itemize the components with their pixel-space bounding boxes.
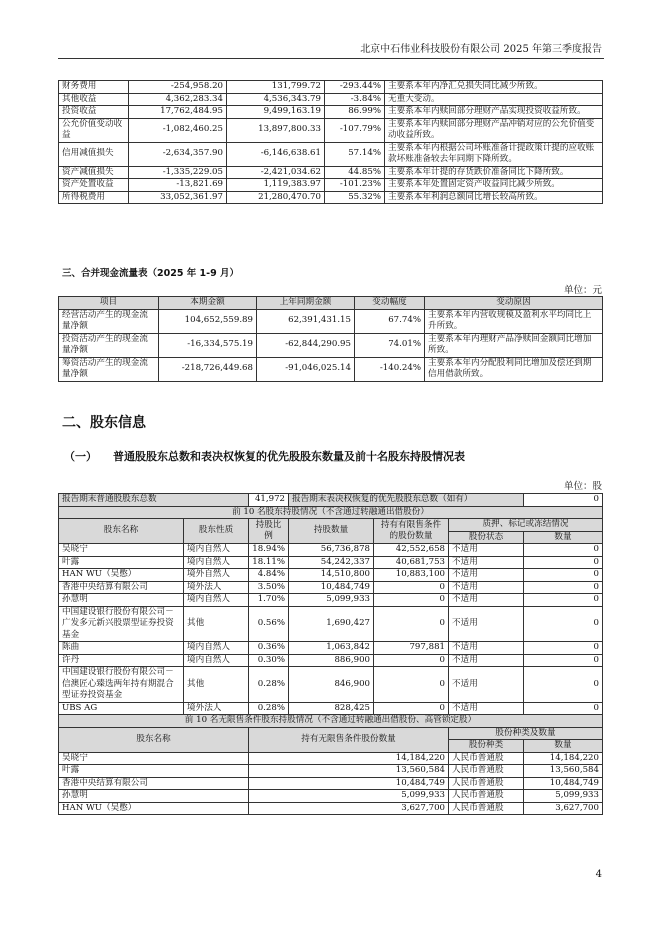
table-row bbox=[59, 179, 603, 192]
col-share-type: 股份种类及数量 bbox=[449, 727, 603, 740]
table-cell: 1,690,427 bbox=[289, 606, 374, 642]
table-row bbox=[59, 667, 603, 703]
table-cell: -2,634,357.90 bbox=[129, 142, 227, 166]
table-cell: 不适用 bbox=[449, 594, 524, 607]
table-cell: HAN WU（吴憋） bbox=[59, 802, 249, 815]
table-cell: 陈曲 bbox=[59, 642, 184, 655]
shareholder-unit: 单位：股 bbox=[563, 481, 602, 492]
table-cell: 主要系本年内理财产品净赎回金额同比增加所致。 bbox=[425, 333, 603, 357]
table-cell: 所得税费用 bbox=[59, 191, 129, 204]
col-holding-pct: 持股比例 bbox=[249, 519, 289, 544]
table-cell: 10,883,100 bbox=[374, 569, 449, 582]
table-cell: 0 bbox=[374, 667, 449, 703]
table-cell: -140.24% bbox=[355, 357, 425, 381]
unrestricted-title: 前 10 名无限售条件股东持股情况（不含通过转融通出借股份、高管锁定股） bbox=[59, 715, 603, 728]
column-header: 上年同期金额 bbox=[257, 297, 355, 310]
column-header: 项目 bbox=[59, 297, 159, 310]
table-cell: 其他 bbox=[184, 667, 249, 703]
table-row bbox=[59, 357, 603, 381]
table-cell: -62,844,290.95 bbox=[257, 333, 355, 357]
table-cell: 孙慧明 bbox=[59, 790, 249, 803]
table-row bbox=[59, 142, 603, 166]
table-cell: 境外法人 bbox=[184, 581, 249, 594]
table-cell: 18.11% bbox=[249, 556, 289, 569]
table-cell: UBS AG bbox=[59, 702, 184, 715]
col-pledge-status: 质押、标记或冻结情况 bbox=[449, 519, 603, 532]
table-cell: -218,726,449.68 bbox=[159, 357, 257, 381]
table-cell: 0.30% bbox=[249, 654, 289, 667]
table-cell: 33,052,361.97 bbox=[129, 191, 227, 204]
table-cell: -91,046,025.14 bbox=[257, 357, 355, 381]
table-cell: 主要系本年利润总额同比增长较高所致。 bbox=[385, 191, 603, 204]
table-row bbox=[59, 309, 603, 333]
pref-holders-value: 0 bbox=[524, 494, 603, 507]
table-cell: 0 bbox=[374, 654, 449, 667]
col-share-status: 股份状态 bbox=[449, 531, 524, 544]
table-cell: 境内自然人 bbox=[184, 594, 249, 607]
table-row bbox=[59, 544, 603, 557]
table-cell: 人民币普通股 bbox=[449, 752, 524, 765]
table-cell: 13,560,584 bbox=[249, 765, 449, 778]
col-share-kind: 股份种类 bbox=[449, 740, 524, 753]
table-row bbox=[59, 569, 603, 582]
table-cell: 人民币普通股 bbox=[449, 765, 524, 778]
table-cell: 叶露 bbox=[59, 765, 249, 778]
table-cell: 104,652,559.89 bbox=[159, 309, 257, 333]
table-cell: 3,627,700 bbox=[524, 802, 603, 815]
table-cell: 中国建设银行股份有限公司－信澳匠心臻选两年持有期混合型证券投资基金 bbox=[59, 667, 184, 703]
col-share-num: 数量 bbox=[524, 740, 603, 753]
table-cell: -2,421,034.62 bbox=[227, 166, 325, 179]
pref-holders-label: 报告期末表决权恢复的优先股股东总数（如有） bbox=[289, 494, 524, 507]
table-cell: 不适用 bbox=[449, 642, 524, 655]
profit-change-table bbox=[58, 80, 603, 204]
table-cell: 1,063,842 bbox=[289, 642, 374, 655]
table-cell: 4.84% bbox=[249, 569, 289, 582]
table-cell: -101.23% bbox=[325, 179, 385, 192]
col-unres-name: 股东名称 bbox=[59, 727, 249, 752]
table-cell: 投资收益 bbox=[59, 106, 129, 119]
table-cell: 0 bbox=[524, 667, 603, 703]
subsection-number: （一） bbox=[64, 450, 97, 463]
table-cell: 846,900 bbox=[289, 667, 374, 703]
table-cell: 13,897,800.33 bbox=[227, 118, 325, 142]
shareholder-table bbox=[58, 493, 603, 815]
page-number: 4 bbox=[595, 869, 602, 880]
table-cell: 香港中央结算有限公司 bbox=[59, 581, 184, 594]
table-cell: 0 bbox=[524, 594, 603, 607]
table-cell: 主要系本年内营收规模及盈利水平均同比上升所致。 bbox=[425, 309, 603, 333]
table-cell: 人民币普通股 bbox=[449, 802, 524, 815]
table-cell: 经营活动产生的现金流量净额 bbox=[59, 309, 159, 333]
table-cell: 3.50% bbox=[249, 581, 289, 594]
table-cell: 0 bbox=[374, 594, 449, 607]
table-cell: 主要系本年内净汇兑损失同比减少所致。 bbox=[385, 81, 603, 94]
table-cell: 吴晓宁 bbox=[59, 544, 184, 557]
table-cell: 0 bbox=[524, 581, 603, 594]
table-cell: 4,362,283.34 bbox=[129, 93, 227, 106]
table-cell: 许丹 bbox=[59, 654, 184, 667]
table-row bbox=[59, 777, 603, 790]
table-cell: 公允价值变动收益 bbox=[59, 118, 129, 142]
table-cell: 18.94% bbox=[249, 544, 289, 557]
table-cell: -13,821.69 bbox=[129, 179, 227, 192]
table-row bbox=[59, 702, 603, 715]
table-cell: 42,552,658 bbox=[374, 544, 449, 557]
table-cell: 0 bbox=[374, 702, 449, 715]
table-cell: 828,425 bbox=[289, 702, 374, 715]
table-cell: 5,099,933 bbox=[289, 594, 374, 607]
table-cell: 主要系本年处置固定资产收益同比减少所致。 bbox=[385, 179, 603, 192]
table-cell: 不适用 bbox=[449, 702, 524, 715]
table-cell: -1,082,460.25 bbox=[129, 118, 227, 142]
table-cell: 0 bbox=[374, 581, 449, 594]
table-cell: 55.32% bbox=[325, 191, 385, 204]
cashflow-unit: 单位：元 bbox=[563, 285, 602, 296]
table-cell: 17,762,484.95 bbox=[129, 106, 227, 119]
table-row bbox=[59, 594, 603, 607]
table-cell: 吴晓宁 bbox=[59, 752, 249, 765]
table-cell: 不适用 bbox=[449, 667, 524, 703]
table-row bbox=[59, 556, 603, 569]
table-cell: 资产减值损失 bbox=[59, 166, 129, 179]
table-cell: 境外自然人 bbox=[184, 569, 249, 582]
table-row bbox=[59, 765, 603, 778]
table-cell: 1.70% bbox=[249, 594, 289, 607]
table-row bbox=[59, 581, 603, 594]
table-cell: 10,484,749 bbox=[249, 777, 449, 790]
table-row bbox=[59, 166, 603, 179]
shareholder-subsection-title bbox=[64, 448, 481, 464]
table-cell: 0.28% bbox=[249, 667, 289, 703]
table-row bbox=[59, 606, 603, 642]
table-cell: -6,146,638.61 bbox=[227, 142, 325, 166]
table-cell: 797,881 bbox=[374, 642, 449, 655]
table-cell: 境内自然人 bbox=[184, 654, 249, 667]
table-cell: 10,484,749 bbox=[524, 777, 603, 790]
table-cell: 主要系本年内分配股利同比增加及偿还到期信用借款所致。 bbox=[425, 357, 603, 381]
table-cell: 3,627,700 bbox=[249, 802, 449, 815]
table-cell: 57.14% bbox=[325, 142, 385, 166]
table-cell: 0 bbox=[524, 556, 603, 569]
column-header: 变动原因 bbox=[425, 297, 603, 310]
table-cell: 中国建设银行股份有限公司－广发多元新兴股票型证券投资基金 bbox=[59, 606, 184, 642]
table-cell: 0 bbox=[524, 606, 603, 642]
table-cell: -1,335,229.05 bbox=[129, 166, 227, 179]
total-holders-value: 41,972 bbox=[249, 494, 289, 507]
table-cell: 境内自然人 bbox=[184, 642, 249, 655]
shareholder-section-title: 二、股东信息 bbox=[62, 415, 146, 431]
top10-title: 前 10 名股东持股情况（不含通过转融通出借股份） bbox=[59, 506, 603, 519]
table-cell: HAN WU（吴憋） bbox=[59, 569, 184, 582]
table-cell: 主要系本年内赎回部分理财产品冲销对应的公允价值变动收益所致。 bbox=[385, 118, 603, 142]
col-shareholder-nature: 股东性质 bbox=[184, 519, 249, 544]
table-cell: 62,391,431.15 bbox=[257, 309, 355, 333]
table-row bbox=[59, 106, 603, 119]
cashflow-table bbox=[58, 296, 603, 382]
table-cell: 21,280,470.70 bbox=[227, 191, 325, 204]
table-cell: 56,736,878 bbox=[289, 544, 374, 557]
table-row bbox=[59, 642, 603, 655]
table-row bbox=[59, 333, 603, 357]
table-cell: -254,958.20 bbox=[129, 81, 227, 94]
table-row bbox=[59, 191, 603, 204]
table-cell: 5,099,933 bbox=[524, 790, 603, 803]
table-cell: 资产处置收益 bbox=[59, 179, 129, 192]
table-cell: 44.85% bbox=[325, 166, 385, 179]
table-cell: 67.74% bbox=[355, 309, 425, 333]
column-header: 本期金额 bbox=[159, 297, 257, 310]
table-cell: 信用减值损失 bbox=[59, 142, 129, 166]
table-cell: 0 bbox=[524, 642, 603, 655]
table-cell: 境内自然人 bbox=[184, 544, 249, 557]
table-row bbox=[59, 715, 603, 728]
table-cell: -3.84% bbox=[325, 93, 385, 106]
table-cell: 主要系本年内赎回部分理财产品实现投资收益所致。 bbox=[385, 106, 603, 119]
table-cell: 14,184,220 bbox=[249, 752, 449, 765]
table-cell: 其他收益 bbox=[59, 93, 129, 106]
col-restricted-qty: 持有有限售条件的股份数量 bbox=[374, 519, 449, 544]
table-cell: 人民币普通股 bbox=[449, 790, 524, 803]
table-row bbox=[59, 118, 603, 142]
table-cell: 不适用 bbox=[449, 606, 524, 642]
table-cell: 筹资活动产生的现金流量净额 bbox=[59, 357, 159, 381]
table-cell: 13,560,584 bbox=[524, 765, 603, 778]
table-cell: 0 bbox=[374, 606, 449, 642]
table-cell: 境内自然人 bbox=[184, 556, 249, 569]
table-cell: 其他 bbox=[184, 606, 249, 642]
table-row bbox=[59, 752, 603, 765]
table-cell: 0.28% bbox=[249, 702, 289, 715]
table-row bbox=[59, 93, 603, 106]
table-cell: 境外法人 bbox=[184, 702, 249, 715]
table-cell: 5,099,933 bbox=[249, 790, 449, 803]
table-cell: 香港中央结算有限公司 bbox=[59, 777, 249, 790]
table-cell: -293.44% bbox=[325, 81, 385, 94]
table-cell: 10,484,749 bbox=[289, 581, 374, 594]
table-cell: 4,536,343.79 bbox=[227, 93, 325, 106]
table-cell: 人民币普通股 bbox=[449, 777, 524, 790]
col-shareholder-name: 股东名称 bbox=[59, 519, 184, 544]
table-cell: 40,681,753 bbox=[374, 556, 449, 569]
table-cell: 0 bbox=[524, 702, 603, 715]
table-cell: 主要系本年内根据公司坏账准备计提政策计提的应收账款坏账准备较去年同期下降所致。 bbox=[385, 142, 603, 166]
table-cell: 叶露 bbox=[59, 556, 184, 569]
table-row bbox=[59, 802, 603, 815]
col-unres-qty: 持有无限售条件股份数量 bbox=[249, 727, 449, 752]
table-row bbox=[59, 790, 603, 803]
subsection-text: 普通股股东总数和表决权恢复的优先股股东数量及前十名股东持股情况表 bbox=[113, 450, 465, 463]
cashflow-section-title: 三、合并现金流量表（2025 年 1-9 月） bbox=[62, 268, 240, 279]
table-row bbox=[59, 654, 603, 667]
table-cell: 主要系本年计提的存货跌价准备同比下降所致。 bbox=[385, 166, 603, 179]
page-header: 北京中石伟业科技股份有限公司 2025 年第三季度报告 bbox=[360, 44, 602, 55]
table-cell: 74.01% bbox=[355, 333, 425, 357]
table-cell: 14,510,800 bbox=[289, 569, 374, 582]
table-cell: 孙慧明 bbox=[59, 594, 184, 607]
table-cell: 无重大变动。 bbox=[385, 93, 603, 106]
table-row bbox=[59, 727, 603, 740]
table-cell: 不适用 bbox=[449, 654, 524, 667]
table-cell: 1,119,383.97 bbox=[227, 179, 325, 192]
table-cell: 86.99% bbox=[325, 106, 385, 119]
table-cell: -107.79% bbox=[325, 118, 385, 142]
table-cell: 9,499,163.19 bbox=[227, 106, 325, 119]
table-cell: 886,900 bbox=[289, 654, 374, 667]
table-cell: 不适用 bbox=[449, 581, 524, 594]
table-cell: 不适用 bbox=[449, 556, 524, 569]
header-divider bbox=[58, 58, 604, 59]
column-header: 变动幅度 bbox=[355, 297, 425, 310]
table-cell: 不适用 bbox=[449, 544, 524, 557]
total-holders-label: 报告期末普通股股东总数 bbox=[59, 494, 249, 507]
table-cell: 14,184,220 bbox=[524, 752, 603, 765]
table-cell: 0.36% bbox=[249, 642, 289, 655]
table-cell: 投资活动产生的现金流量净额 bbox=[59, 333, 159, 357]
col-holding-qty: 持股数量 bbox=[289, 519, 374, 544]
table-cell: 0 bbox=[524, 654, 603, 667]
table-row bbox=[59, 81, 603, 94]
table-cell: 0 bbox=[524, 569, 603, 582]
table-cell: 不适用 bbox=[449, 569, 524, 582]
col-pledge-qty: 数量 bbox=[524, 531, 603, 544]
table-cell: 54,242,337 bbox=[289, 556, 374, 569]
table-cell: 0.56% bbox=[249, 606, 289, 642]
table-cell: 131,799.72 bbox=[227, 81, 325, 94]
table-cell: 财务费用 bbox=[59, 81, 129, 94]
table-cell: -16,334,575.19 bbox=[159, 333, 257, 357]
table-cell: 0 bbox=[524, 544, 603, 557]
